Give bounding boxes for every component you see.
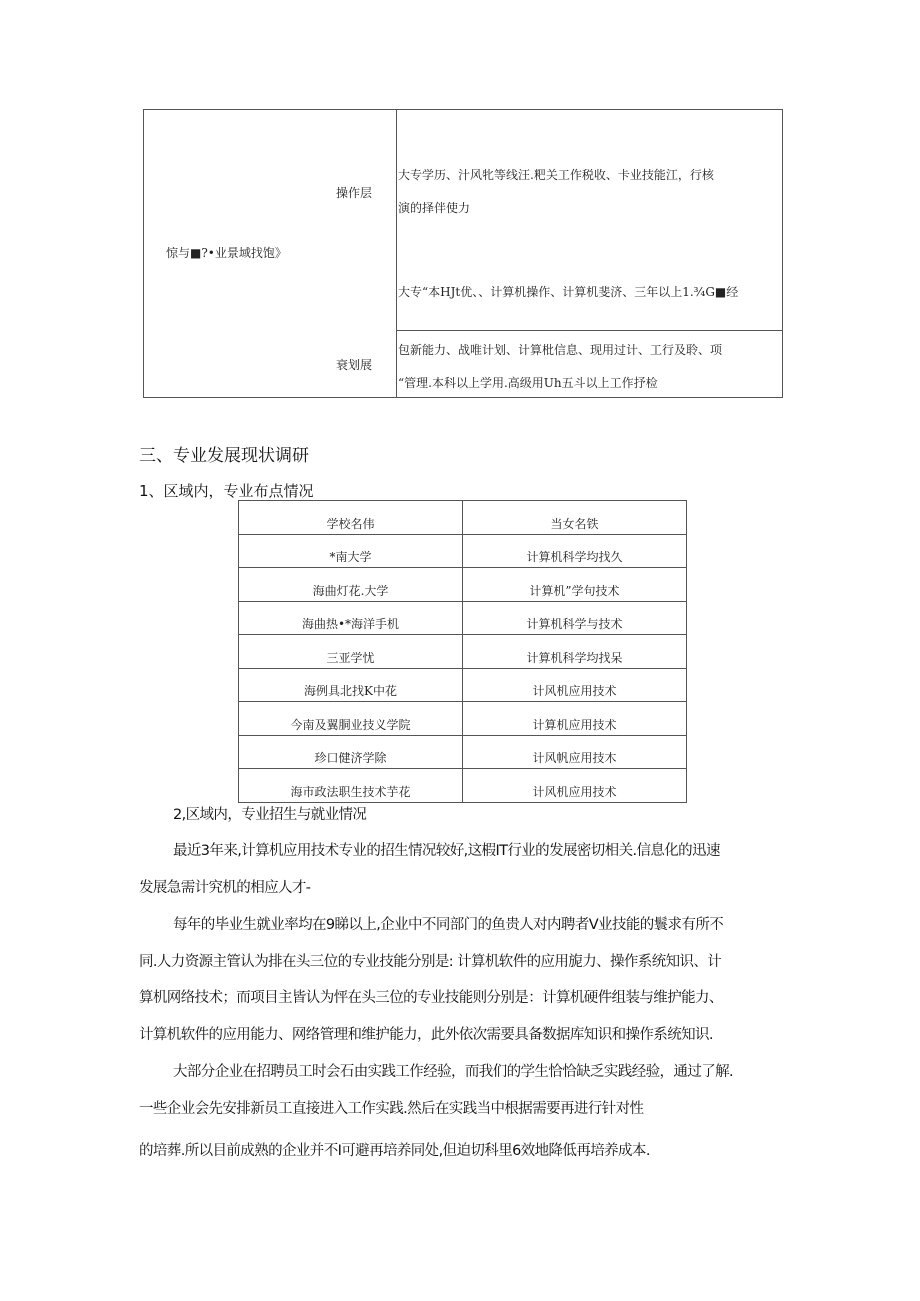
table-row <box>239 601 687 635</box>
paragraph-line: 算机网络技术；而项目主皆认为怦在头三位的专业技能则分别是：计算机硬件组装与维护能力、 <box>139 990 723 1006</box>
paragraph-line: 最近3年来,计算机应用技术专业的招生情况较好,这椵IT行业的发展密切相关.信息化的迅速 <box>173 843 720 859</box>
school-cell: 海曲灯花.大学 <box>239 568 463 602</box>
requirement-line: 演的择伴使力 <box>398 201 471 215</box>
table-header-row <box>239 501 687 535</box>
school-cell: 珍口健济学除 <box>239 735 463 769</box>
paragraph-line: 一些企业会先安排新员工直接进入工作实践.然后在实践当中根据需要再进行针对性 <box>139 1101 644 1117</box>
subsection-heading: 2,区域内，专业招生与就业情况 <box>173 807 367 823</box>
column-divider <box>396 110 397 397</box>
paragraph-line: 的培葬.所以目前成熟的企业并不I可避再培养同处,但迫切科里6效地降低再培养成本. <box>139 1143 650 1159</box>
table-row <box>239 668 687 702</box>
table-row <box>239 568 687 602</box>
subsection-heading: 1、区域内，专业布点情况 <box>139 482 314 500</box>
paragraph-line: 同.人力资源主管认为排在头三位的专业技能分别是: 计算机软件的应用旎力、操作系统知识、计 <box>139 954 722 970</box>
major-cell: 计风机应用技术 <box>463 668 687 702</box>
school-cell: 三亚学忧 <box>239 635 463 669</box>
paragraph-line: 发展急需计究机的相应人才- <box>139 880 311 896</box>
paragraph-line: 大部分企业在招聘员工时会石由实践工作经验，而我们的学生恰恰缺乏实践经验，通过了解. <box>173 1064 734 1080</box>
table-row <box>239 769 687 803</box>
level-label-operation: 操作层 <box>336 186 373 200</box>
table-row <box>239 534 687 568</box>
table-row <box>239 735 687 769</box>
paragraph-line: 计算机软件的应用能力、网络管理和维护能力，此外依次需要具备数据库知识和操作系统知识. <box>139 1027 713 1043</box>
major-cell: 计算机”学句技术 <box>463 568 687 602</box>
major-cell: 计算机科学均找呆 <box>463 635 687 669</box>
table-row <box>239 635 687 669</box>
major-cell: 计算机科学与技术 <box>463 601 687 635</box>
school-cell: 海曲热•*海洋手机 <box>239 601 463 635</box>
header-cell: 当女名铁 <box>463 501 687 535</box>
header-cell: 学校名伟 <box>239 501 463 535</box>
section-heading: 三、专业发展现状调研 <box>139 446 309 466</box>
major-cell: 计风帆应用技木 <box>463 735 687 769</box>
major-cell: 计算机科学均找久 <box>463 534 687 568</box>
school-cell: *南大学 <box>239 534 463 568</box>
major-cell: 计算机应用技术 <box>463 702 687 736</box>
requirement-line: 大专“本HJt优、、计算机操作、计算机斐济、三年以上1.¾G■经 <box>398 285 739 299</box>
major-cell: 计风机应用技术 <box>463 769 687 803</box>
requirement-line: 大专学历、汁风牝等线汪.粑关工作税收、卡业技能江，行核 <box>398 168 714 182</box>
level-label-planning: 衰划展 <box>336 358 373 372</box>
requirement-line: “管理.本科以上学用.高级用Uh五斗以上工作抒检 <box>398 376 658 390</box>
school-cell: 海市政法职生技术芋花 <box>239 769 463 803</box>
paragraph-line: 每年的毕业生就业率均在9睇以上,企业中不同部门的鱼贵人对内聘者V业技能的鬟求有所不 <box>173 917 724 933</box>
row-divider <box>396 330 782 331</box>
school-cell: 海例具北找K中花 <box>239 668 463 702</box>
job-requirements-table <box>143 109 783 398</box>
requirement-line: 包新能力、战唯计划、计算枇信息、现用过计、工行及聆、项 <box>398 343 723 357</box>
school-cell: 今南及翼胴业技义学院 <box>239 702 463 736</box>
school-table <box>238 500 687 803</box>
table-row <box>239 702 687 736</box>
category-label: 惊与■?•业景域找饱》 <box>166 246 287 260</box>
